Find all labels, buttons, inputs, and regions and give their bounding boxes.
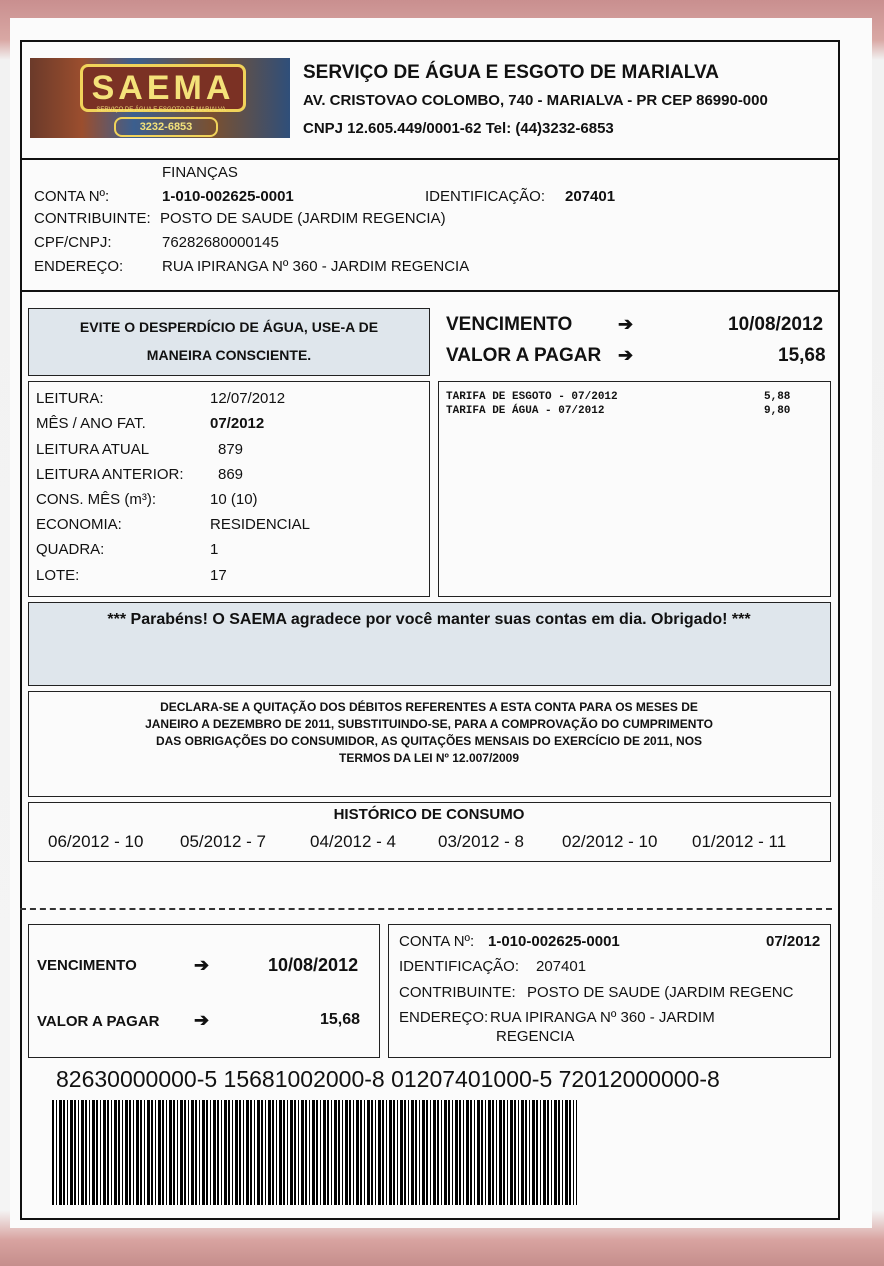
endereco-label: ENDEREÇO: [34, 258, 124, 275]
reading-label: LEITURA ATUAL [36, 441, 150, 458]
stub-ident-value: 207401 [536, 958, 587, 975]
stub-month: 07/2012 [766, 933, 821, 950]
stub-contribuinte-label: CONTRIBUINTE: [399, 984, 516, 1001]
arrow-right-icon: ➔ [618, 345, 634, 365]
reading-label: LEITURA: [36, 390, 104, 407]
arrow-right-icon: ➔ [194, 1010, 210, 1030]
history-item: 05/2012 - 7 [180, 832, 267, 851]
reading-value: 12/07/2012 [210, 390, 286, 407]
reading-label: ECONOMIA: [36, 516, 122, 533]
stub-valor-label: VALOR A PAGAR [37, 1013, 160, 1030]
reading-value: 17 [210, 567, 227, 584]
history-item: 02/2012 - 10 [562, 832, 658, 851]
thank-you-box [28, 602, 831, 686]
logo-phone: 3232-6853 [114, 117, 218, 137]
declaration-line1: DECLARA-SE A QUITAÇÃO DOS DÉBITOS REFERENTES A ESTA CONTA PARA OS MESES DE [160, 700, 698, 714]
history-item: 03/2012 - 8 [438, 832, 525, 851]
declaration-line4: TERMOS DA LEI Nº 12.007/2009 [338, 751, 519, 765]
header-divider [21, 158, 839, 160]
ident-label: IDENTIFICAÇÃO: [425, 188, 546, 205]
history-title: HISTÓRICO DE CONSUMO [333, 806, 525, 823]
reading-value: 869 [218, 466, 244, 483]
reading-label: QUADRA: [36, 541, 105, 558]
history-item: 06/2012 - 10 [48, 832, 144, 851]
stub-vencimento-value: 10/08/2012 [268, 955, 359, 975]
reading-label: MÊS / ANO FAT. [36, 415, 146, 432]
logo-subtitle: SERVIÇO DE ÁGUA E ESGOTO DE MARIALVA [96, 107, 226, 113]
conta-value: 1-010-002625-0001 [162, 188, 294, 205]
reading-label: LEITURA ANTERIOR: [36, 466, 184, 483]
history-item: 04/2012 - 4 [310, 832, 397, 851]
reading-value: 07/2012 [210, 415, 265, 432]
stub-conta-label: CONTA Nº: [399, 933, 475, 950]
stub-endereco-value1: RUA IPIRANGA Nº 360 - JARDIM [490, 1009, 715, 1026]
barcode-digits: 82630000000-5 15681002000-8 01207401000-5 72012000000-8 [56, 1066, 720, 1092]
conservation-notice [28, 308, 430, 376]
conta-label: CONTA Nº: [34, 188, 110, 205]
barcode [52, 1100, 577, 1205]
stub-ident-label: IDENTIFICAÇÃO: [399, 958, 520, 975]
declaration-line2: JANEIRO A DEZEMBRO DE 2011, SUBSTITUINDO-SE, PARA A COMPROVAÇÃO DO CUMPRIMENTO [145, 717, 713, 731]
reading-value: RESIDENCIAL [210, 516, 311, 533]
stub-valor-value: 15,68 [320, 1011, 361, 1028]
stub-endereco-value2: REGENCIA [496, 1028, 575, 1045]
valor-label: VALOR A PAGAR [446, 345, 602, 366]
charge-value: 5,88 [764, 391, 791, 403]
arrow-right-icon: ➔ [194, 955, 210, 975]
charge-value: 9,80 [764, 405, 791, 417]
declaration-box [28, 691, 831, 797]
reading-value: 879 [218, 441, 244, 458]
contribuinte-label: CONTRIBUINTE: [34, 210, 151, 227]
declaration-line3: DAS OBRIGAÇÕES DO CONSUMIDOR, AS QUITAÇÕES MENSAIS DO EXERCÍCIO DE 2011, NOS [155, 734, 703, 748]
charge-label: TARIFA DE ÁGUA - 07/2012 [446, 405, 605, 417]
valor-value: 15,68 [778, 345, 826, 366]
stub-payment-box [28, 924, 380, 1058]
history-item: 01/2012 - 11 [692, 832, 787, 851]
company-cnpj: CNPJ 12.605.449/0001-62 Tel: (44)3232-6853 [303, 120, 614, 137]
stub-contribuinte-value: POSTO DE SAUDE (JARDIM REGENC [527, 984, 794, 1001]
account-divider [21, 290, 839, 292]
reading-box [28, 381, 430, 597]
notice-line2: MANEIRA CONSCIENTE. [146, 347, 312, 363]
section-finance: FINANÇAS [162, 164, 238, 181]
contribuinte-value: POSTO DE SAUDE (JARDIM REGENCIA) [160, 210, 446, 227]
company-address: AV. CRISTOVAO COLOMBO, 740 - MARIALVA - PR CEP 86990-000 [303, 92, 768, 109]
reading-value: 10 (10) [210, 491, 258, 508]
company-name: SERVIÇO DE ÁGUA E ESGOTO DE MARIALVA [303, 62, 719, 83]
reading-label: CONS. MÊS (m³): [36, 491, 156, 508]
cpf-value: 76282680000145 [162, 234, 279, 251]
notice-line1: EVITE O DESPERDÍCIO DE ÁGUA, USE-A DE [79, 319, 379, 335]
stub-conta-value: 1-010-002625-0001 [488, 933, 620, 950]
vencimento-label: VENCIMENTO [446, 314, 573, 335]
reading-label: LOTE: [36, 567, 80, 584]
thank-you-message: *** Parabéns! O SAEMA agradece por você manter suas contas em dia. Obrigado! *** [107, 611, 751, 628]
vencimento-value: 10/08/2012 [728, 314, 824, 335]
tear-line [20, 908, 832, 910]
reading-value: 1 [210, 541, 219, 558]
saema-logo [30, 58, 290, 138]
stub-vencimento-label: VENCIMENTO [37, 957, 137, 974]
cpf-label: CPF/CNPJ: [34, 234, 112, 251]
stub-endereco-label: ENDEREÇO: [399, 1009, 489, 1026]
charge-label: TARIFA DE ESGOTO - 07/2012 [446, 391, 618, 403]
endereco-value: RUA IPIRANGA Nº 360 - JARDIM REGENCIA [162, 258, 470, 275]
logo-word: SAEMA [80, 64, 246, 112]
ident-value: 207401 [565, 188, 616, 205]
arrow-right-icon: ➔ [618, 314, 634, 334]
